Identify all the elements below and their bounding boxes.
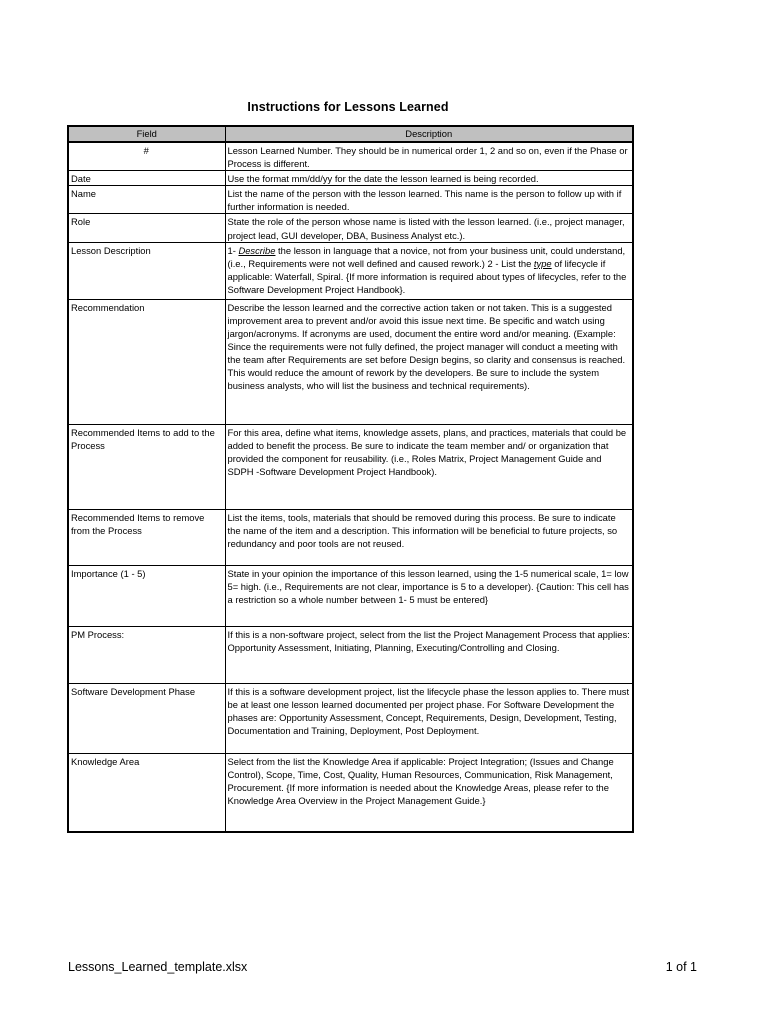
description-cell-software-development-phase: If this is a software development project, list the lifecycle phase the lesson applies to. There must be at least one lesson learned documented per project phase. For Software Development the phases are: Opportunity Assessment, Concept, Requirements, Design, Development, Testing, Documentation and Training, Deployment, Post Deployment.: [225, 683, 633, 753]
field-cell-name: Name: [68, 186, 225, 214]
description-cell-name: List the name of the person with the lesson learned. This name is the person to follow up with if further information is needed.: [225, 186, 633, 214]
table-row: [68, 142, 633, 171]
description-cell-pm-process: If this is a non-software project, select from the list the Project Management Process that applies: Opportunity Assessment, Initiating, Planning, Executing/Controlling and Closing.: [225, 626, 633, 683]
description-cell-items-remove: List the items, tools, materials that should be removed during this process. Be sure to indicate the name of the item and a description. This information will be beneficial to future projects, so redundancy and poor tools are not reused.: [225, 509, 633, 565]
field-cell-number: #: [68, 142, 225, 171]
table-row: [68, 424, 633, 509]
footer-page-number: 1 of 1: [665, 960, 697, 974]
field-cell-lesson-description: Lesson Description: [68, 242, 225, 299]
lesson-description-prefix: 1-: [227, 244, 239, 256]
page-title: Instructions for Lessons Learned: [247, 100, 449, 114]
description-cell-recommendation: Describe the lesson learned and the corrective action taken or not taken. This is a suggested improvement area to prevent and/or avoid this issue next time. Be specific and watch using jargon/acronyms. If acronyms are used, document the entire word and/or meaning. (Example: Since the requirements were not fully defined, the project manager will conduct a meeting with the team after Requirements are set before Design begins, so clarity and consensus is reached. This would reduce the amount of rework by the developers. Be sure to include the system business analysts, who will list the business and technical requirements).: [225, 299, 633, 424]
table-row: [68, 683, 633, 753]
description-cell-importance: State in your opinion the importance of this lesson learned, using the 1-5 numerical scale, 1= low 5= high. (i.e., Requirements are not clear, importance is 5 to a developer). {Caution: This cell has a restriction so a whole number between 1- 5 must be entered}: [225, 565, 633, 626]
field-column-header: Field: [68, 126, 225, 142]
describe-emphasis: Describe: [238, 244, 276, 256]
field-cell-pm-process: PM Process:: [68, 626, 225, 683]
lesson-description-text-2: of lifecycle if applicable: Waterfall, Spiral. {If more information is required about types of lifecycles, refer to the Software Development Project Handbook}.: [227, 257, 627, 295]
table-row: [68, 626, 633, 683]
table-row: [68, 565, 633, 626]
field-cell-role: Role: [68, 214, 225, 242]
description-column-header: Description: [225, 126, 633, 142]
instructions-table: [67, 125, 634, 833]
description-cell-number: Lesson Learned Number. They should be in numerical order 1, 2 and so on, even if the Phase or Process is different.: [225, 142, 633, 171]
table-row: [68, 242, 633, 299]
footer-filename: Lessons_Learned_template.xlsx: [68, 960, 248, 974]
lesson-description-text-1: the lesson in language that a novice, not from your business unit, could understand, (i.e., Requirements were not well defined and caused rework.) 2 - List the: [227, 244, 626, 269]
field-cell-items-add: Recommended Items to add to the Process: [68, 424, 225, 509]
table-row: [68, 509, 633, 565]
field-cell-recommendation: Recommendation: [68, 299, 225, 424]
field-cell-software-development-phase: Software Development Phase: [68, 683, 225, 753]
field-cell-importance: Importance (1 - 5): [68, 565, 225, 626]
table-row: [68, 753, 633, 832]
description-cell-knowledge-area: Select from the list the Knowledge Area if applicable: Project Integration; (Issues and Change Control), Scope, Time, Cost, Quality, Human Resources, Communication, Risk Management, Procurement. {If more information is needed about the Knowledge Areas, please refer to the Knowledge Area Overview in the Project Management Guide.}: [225, 753, 633, 832]
description-cell-date: Use the format mm/dd/yy for the date the lesson learned is being recorded.: [225, 171, 633, 186]
field-cell-knowledge-area: Knowledge Area: [68, 753, 225, 832]
description-cell-role: State the role of the person whose name is listed with the lesson learned. (i.e., project manager, project lead, GUI developer, DBA, Business Analyst etc.).: [225, 214, 633, 242]
table-row: [68, 214, 633, 242]
field-cell-items-remove: Recommended Items to remove from the Process: [68, 509, 225, 565]
description-cell-items-add: For this area, define what items, knowledge assets, plans, and practices, materials that could be added to benefit the process. Be sure to indicate the team member and/ or organization that provided the component for reusability. (i.e., Roles Matrix, Project Management Guide and SDPH -Software Development Project Handbook).: [225, 424, 633, 509]
type-emphasis: type: [533, 257, 552, 269]
table-row: [68, 171, 633, 186]
table-row: [68, 186, 633, 214]
table-header-row: [68, 126, 633, 142]
table-row: [68, 299, 633, 424]
description-cell-lesson-description: [225, 242, 633, 299]
field-cell-date: Date: [68, 171, 225, 186]
